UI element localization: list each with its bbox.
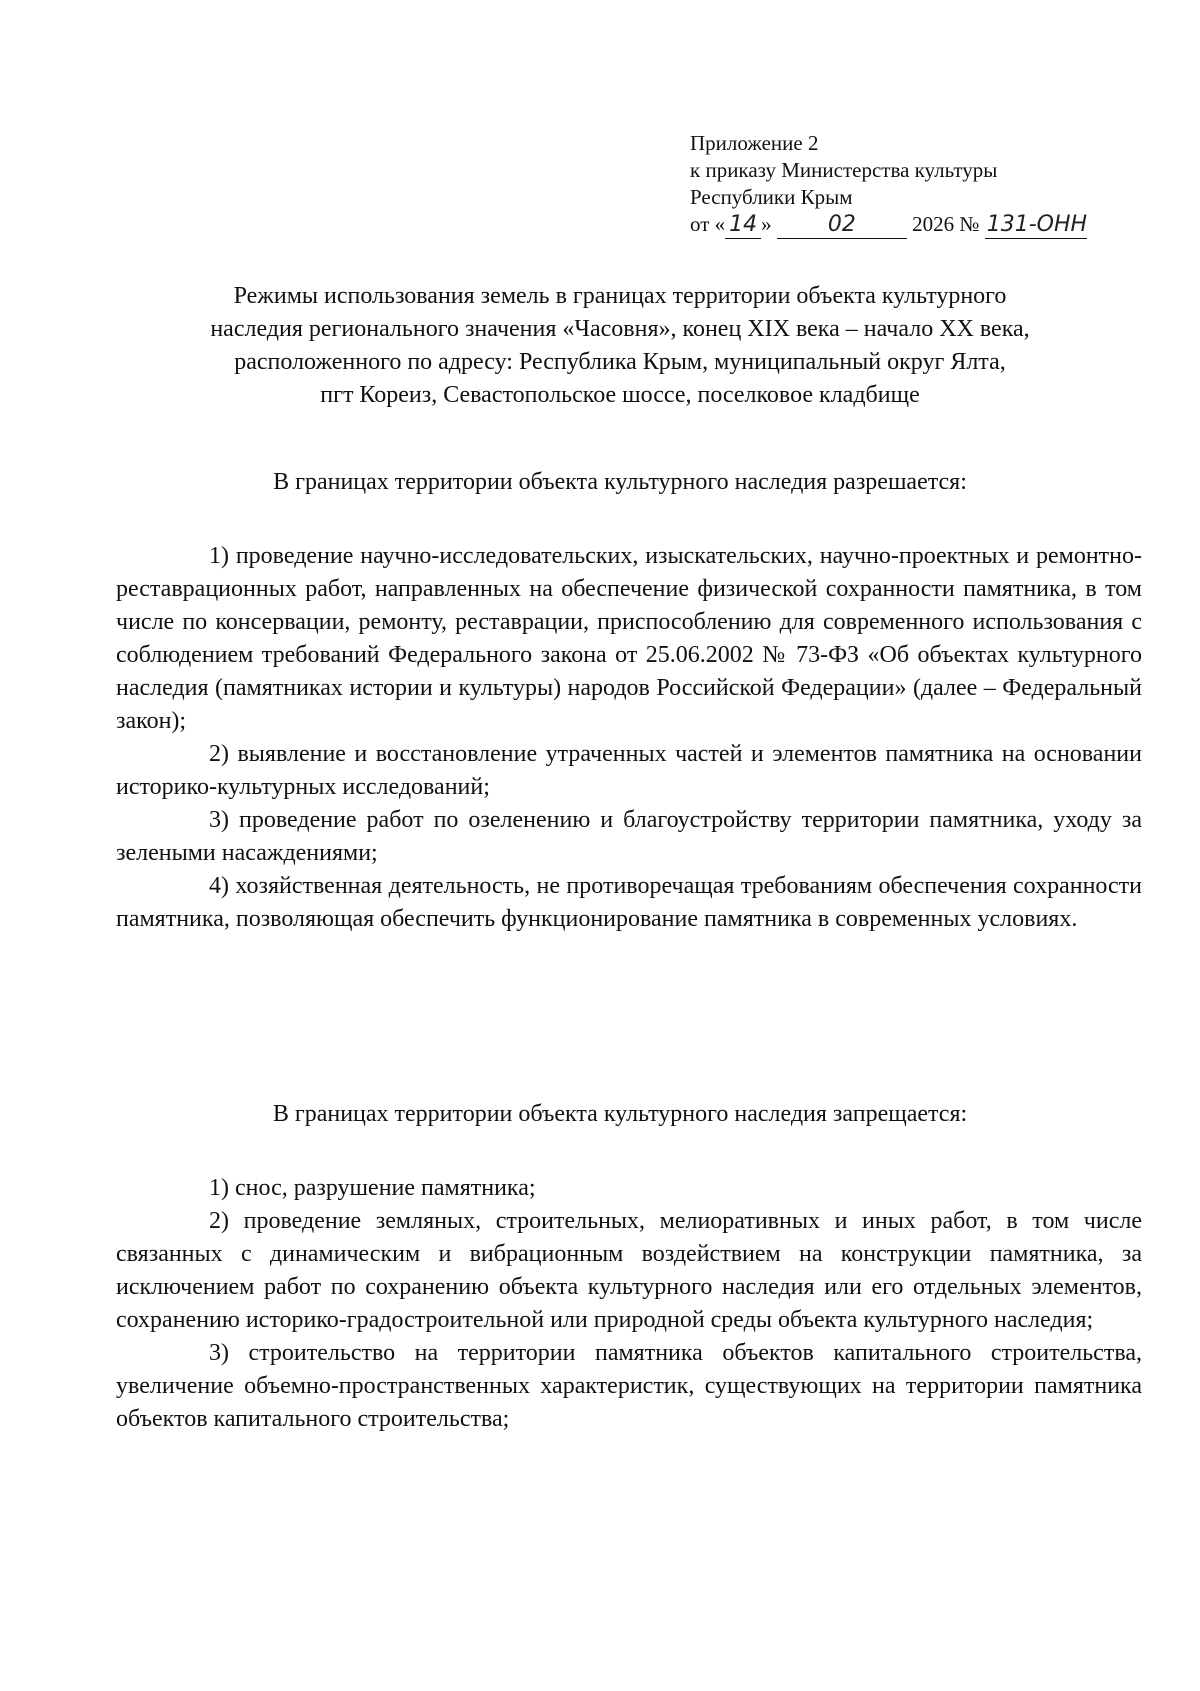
- allowed-item: 1) проведение научно-исследовательских, изыскательских, научно-проектных и ремонтно-реставрационных работ, направленных на обеспечение физической сохранности памятника, в том числе по консервации, ремонту, реставрации, приспособлению для современного использования с соблюдением требований Федерального закона от 25.06.2002 № 73-ФЗ «Об объектах культурного наследия (памятниках истории и культуры) народов Российской Федерации» (далее – Федеральный закон);: [116, 543, 1142, 734]
- date-mid: »: [761, 212, 772, 236]
- forbidden-item: 2) проведение земляных, строительных, мелиоративных и иных работ, в том числе связанных с динамическим и вибрационным воздействием на конструкции памятника, за исключением работ по сохранению объекта культурного наследия или его отдельных элементов, сохранению историко-градостроительной или природной среды объекта культурного наследия;: [116, 1208, 1142, 1333]
- date-prefix: от «: [690, 212, 726, 236]
- order-month: 02: [777, 211, 907, 239]
- allowed-heading: В границах территории объекта культурного наследия разрешается:: [273, 469, 967, 495]
- title-line: наследия регионального значения «Часовня», конец XIX века – начало XX века,: [210, 316, 1030, 342]
- forbidden-item: 1) снос, разрушение памятника;: [209, 1175, 536, 1201]
- appendix-number: Приложение 2: [690, 131, 819, 155]
- order-date-line: [690, 211, 1150, 239]
- appendix-header: [690, 130, 1150, 239]
- title-line: расположенного по адресу: Республика Крым, муниципальный округ Ялта,: [234, 349, 1006, 375]
- forbidden-list: [116, 1172, 1142, 1436]
- order-day: 14: [725, 211, 761, 239]
- allowed-item: 4) хозяйственная деятельность, не противоречащая требованиям обеспечения сохранности памятника, позволяющая обеспечить функционирование памятника в современных условиях.: [116, 873, 1142, 932]
- appendix-order-ref: к приказу Министерства культуры: [690, 158, 998, 182]
- forbidden-heading: В границах территории объекта культурного наследия запрещается:: [272, 1101, 968, 1127]
- forbidden-item: 3) строительство на территории памятника объектов капитального строительства, увеличение объемно-пространственных характеристик, существующих на территории памятника объектов капитального строительства;: [116, 1340, 1142, 1432]
- allowed-list: [116, 540, 1142, 936]
- appendix-republic: Республики Крым: [690, 185, 853, 209]
- order-year: 2026 №: [912, 212, 980, 236]
- allowed-item: 3) проведение работ по озеленению и благоустройству территории памятника, уходу за зелеными насаждениями;: [116, 807, 1142, 866]
- title-line: пгт Кореиз, Севастопольское шоссе, поселковое кладбище: [320, 382, 920, 408]
- document-title: [120, 280, 1120, 412]
- order-number: 131-ОНН: [986, 212, 1088, 237]
- allowed-item: 2) выявление и восстановление утраченных частей и элементов памятника на основании историко-культурных исследований;: [116, 741, 1142, 800]
- title-line: Режимы использования земель в границах территории объекта культурного: [233, 283, 1007, 309]
